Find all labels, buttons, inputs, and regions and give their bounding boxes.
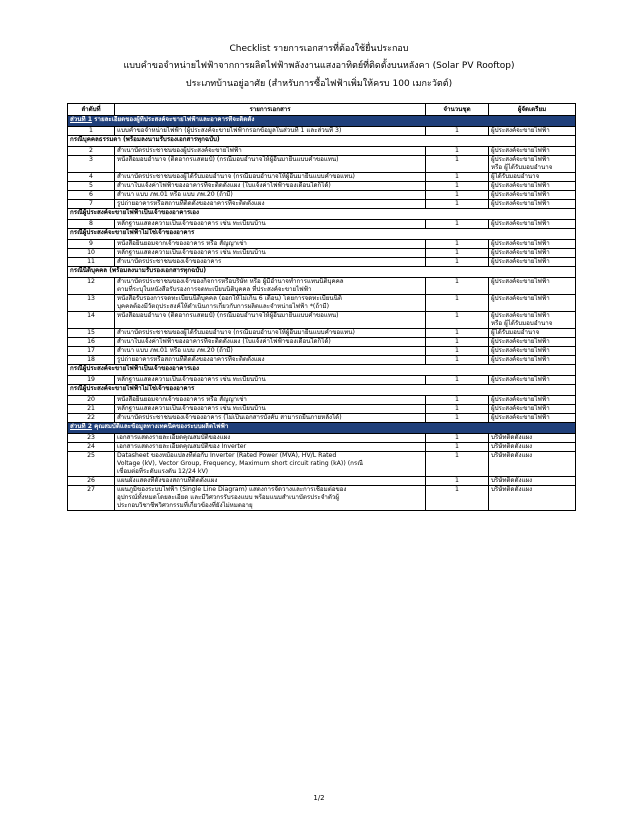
group-label: กรณีผู้ประสงค์จะขายไฟฟ้าไม่ใช่เจ้าของอาคาร: [68, 385, 576, 396]
preparer-text: บริษัทติดตั้งแผง: [491, 434, 533, 441]
preparer-text: บริษัทติดตั้งแผง: [491, 452, 533, 459]
item-text: หนังสือรับรองการจดทะเบียนนิติบุคคล (ออกให้ไม่เกิน 6 เดือน) โดยการจดทะเบียนนิติ: [117, 295, 342, 302]
preparer-text: ผู้ประสงค์จะขายไฟฟ้า: [491, 127, 550, 134]
copies-count: 1: [426, 452, 489, 477]
preparer-cell: [489, 147, 576, 156]
preparer-text: ผู้ประสงค์จะขายไฟฟ้า: [491, 191, 550, 198]
preparer-cell: [489, 182, 576, 191]
row-number: 17: [68, 347, 115, 356]
section-header-row: [68, 116, 576, 127]
preparer-text: ผู้ประสงค์จะขายไฟฟ้า: [491, 414, 550, 421]
preparer-text: ผู้ประสงค์จะขายไฟฟ้า: [491, 338, 550, 345]
section-label: รายละเอียดของผู้ที่ประสงค์จะขายไฟฟ้าและอาคารที่จะติดตั้ง: [92, 116, 255, 123]
section-number: ส่วนที่ 1: [70, 116, 93, 123]
row-number: 21: [68, 405, 115, 414]
item-cell: [115, 191, 426, 200]
copies-count: 1: [426, 156, 489, 173]
row-number: 9: [68, 240, 115, 249]
item-text: แผนผังแสดงที่ตั้งของสถานที่ติดตั้งแผง: [117, 477, 218, 484]
preparer-cell: [489, 396, 576, 405]
table-row: [68, 347, 576, 356]
preparer-text: ผู้ได้รับมอบอำนาจ: [491, 329, 540, 336]
copies-count: 1: [426, 376, 489, 385]
item-cell: [115, 396, 426, 405]
group-header-row: [68, 209, 576, 220]
item-cell: [115, 258, 426, 267]
item-cell: [115, 376, 426, 385]
preparer-cell: [489, 329, 576, 338]
row-number: 19: [68, 376, 115, 385]
preparer-text: ผู้ได้รับมอบอำนาจ: [491, 173, 540, 180]
copies-count: 1: [426, 347, 489, 356]
table-row: [68, 486, 576, 511]
group-header-row: [68, 385, 576, 396]
item-text: หลักฐานแสดงความเป็นเจ้าของอาคาร เช่น ทะเบียนบ้าน: [117, 249, 266, 256]
table-row: [68, 220, 576, 229]
item-text-line-2: บุคคลต้องมีวัตถุประสงค์ให้ดำเนินการเกี่ยวกับการผลิตและจำหน่ายไฟฟ้า *(ถ้ามี): [117, 303, 330, 310]
item-cell: [115, 295, 426, 312]
section-header-row: [68, 423, 576, 434]
copies-count: 1: [426, 312, 489, 329]
preparer-text: ผู้ประสงค์จะขายไฟฟ้า: [491, 147, 550, 154]
preparer-cell: [489, 477, 576, 486]
copies-count: 1: [426, 200, 489, 209]
table-row: [68, 156, 576, 173]
row-number: 11: [68, 258, 115, 267]
group-label: กรณีผู้ประสงค์จะขายไฟฟ้าเป็นเจ้าของอาคารเอง: [68, 365, 576, 376]
item-text: สำเนาบัตรประชาชนของผู้ได้รับมอบอำนาจ (กรณีมอบอำนาจให้ผู้อื่นมายื่นแบบคำขอแทน): [117, 173, 355, 180]
item-cell: [115, 249, 426, 258]
page-number: 1/2: [313, 794, 325, 802]
copies-count: 1: [426, 443, 489, 452]
item-text: สำเนาบัตรประชาชนของเจ้าของอาคาร: [117, 258, 222, 265]
header-preparer: ผู้จัดเตรียม: [489, 104, 576, 116]
preparer-text: ผู้ประสงค์จะขายไฟฟ้า: [491, 249, 550, 256]
row-number: 7: [68, 200, 115, 209]
table-row: [68, 295, 576, 312]
row-number: 27: [68, 486, 115, 511]
item-text: แผนภูมิของระบบไฟฟ้า (Single Line Diagram) แสดงการจัดวางและการเชื่อมต่อของ: [117, 486, 347, 493]
item-cell: [115, 147, 426, 156]
table-row: [68, 443, 576, 452]
item-cell: [115, 312, 426, 329]
preparer-cell: [489, 443, 576, 452]
copies-count: 1: [426, 147, 489, 156]
section-title: [68, 423, 576, 434]
item-text-line-3: เชื่อมต่อที่ระดับแรงดัน 12/24 kV): [117, 468, 209, 475]
table-row: [68, 127, 576, 136]
item-text: สำเนา แบบ ภพ.01 หรือ แบบ ภพ.20 (ถ้ามี): [117, 347, 233, 354]
item-cell: [115, 329, 426, 338]
group-header-row: [68, 267, 576, 278]
item-cell: [115, 434, 426, 443]
item-text-line-2: Voltage (kV), Vector Group, Frequency, Maximum short circuit rating (kA)) (กรณี: [117, 460, 363, 467]
preparer-text: ผู้ประสงค์จะขายไฟฟ้า: [491, 182, 550, 189]
row-number: 8: [68, 220, 115, 229]
preparer-cell: [489, 220, 576, 229]
preparer-text: ผู้ประสงค์จะขายไฟฟ้า: [491, 356, 550, 363]
item-text: สำเนาบัตรประชาชนของผู้ได้รับมอบอำนาจ (กรณีมอบอำนาจให้ผู้อื่นมายื่นแบบคำขอแทน): [117, 329, 355, 336]
item-text: แบบคำขอจำหน่ายไฟฟ้า (ผู้ประสงค์จะขายไฟฟ้ากรอกข้อมูลในส่วนที่ 1 และส่วนที่ 3): [117, 127, 342, 134]
table-row: [68, 452, 576, 477]
item-cell: [115, 156, 426, 173]
group-header-row: [68, 136, 576, 147]
table-row: [68, 278, 576, 295]
preparer-cell: [489, 295, 576, 312]
item-text: หลักฐานแสดงความเป็นเจ้าของอาคาร เช่น ทะเบียนบ้าน: [117, 405, 266, 412]
row-number: 2: [68, 147, 115, 156]
preparer-text: บริษัทติดตั้งแผง: [491, 443, 533, 450]
item-text-line-2: ตามที่ระบุในหนังสือรับรองการจดทะเบียนนิติบุคคล ที่ประสงค์จะขายไฟฟ้า: [117, 286, 312, 293]
table-row: [68, 249, 576, 258]
item-text: หนังสือมอบอำนาจ (ติดอากรแสตมป์) (กรณีมอบอำนาจให้ผู้อื่นมายื่นแบบคำขอแทน): [117, 156, 339, 163]
item-cell: [115, 182, 426, 191]
table-row: [68, 182, 576, 191]
copies-count: 1: [426, 173, 489, 182]
section-number: ส่วนที่ 2: [70, 423, 93, 430]
item-text: เอกสารแสดงรายละเอียดคุณสมบัติของ Inverter: [117, 443, 247, 450]
item-text: หลักฐานแสดงความเป็นเจ้าของอาคาร เช่น ทะเบียนบ้าน: [117, 220, 266, 227]
item-text: รูปถ่ายอาคารหรือสถานที่ติดตั้งของอาคารที่จะติดตั้งแผง: [117, 200, 265, 207]
preparer-text: บริษัทติดตั้งแผง: [491, 486, 533, 493]
copies-count: 1: [426, 240, 489, 249]
preparer-text: ผู้ประสงค์จะขายไฟฟ้า: [491, 240, 550, 247]
item-cell: [115, 356, 426, 365]
row-number: 1: [68, 127, 115, 136]
preparer-cell: [489, 434, 576, 443]
preparer-cell: [489, 191, 576, 200]
copies-count: 1: [426, 329, 489, 338]
preparer-text: ผู้ประสงค์จะขายไฟฟ้า: [491, 200, 550, 207]
preparer-cell: [489, 173, 576, 182]
preparer-text: ผู้ประสงค์จะขายไฟฟ้า: [491, 405, 550, 412]
preparer-text-line-2: หรือ ผู้ได้รับมอบอำนาจ: [491, 164, 553, 171]
group-label: กรณีบุคคลธรรมดา (พร้อมลงนามรับรองเอกสารทุกฉบับ): [68, 136, 576, 147]
row-number: 18: [68, 356, 115, 365]
preparer-cell: [489, 338, 576, 347]
item-cell: [115, 452, 426, 477]
copies-count: 1: [426, 249, 489, 258]
header-qty: จำนวนชุด: [426, 104, 489, 116]
preparer-text-line-2: หรือ ผู้ได้รับมอบอำนาจ: [491, 320, 553, 327]
section-label: คุณสมบัติและข้อมูลทางเทคนิคของระบบผลิตไฟฟ้า: [92, 423, 229, 430]
copies-count: 1: [426, 405, 489, 414]
item-text: หนังสือมอบอำนาจ (ติดอากรแสตมป์) (กรณีมอบอำนาจให้ผู้อื่นมายื่นแบบคำขอแทน): [117, 312, 339, 319]
copies-count: 1: [426, 278, 489, 295]
copies-count: 1: [426, 127, 489, 136]
item-text-line-3: ประกอบวิชาชีพวิศวกรรมที่เกี่ยวข้องที่ยังไม่หมดอายุ: [117, 502, 253, 509]
checklist-table: [67, 103, 576, 511]
table-row: [68, 477, 576, 486]
document-title: Checklist รายการเอกสารที่ต้องใช้ยื่นประกอบ: [229, 44, 409, 54]
item-text: สำเนาบัตรประชาชนของเจ้าของกิจการหรือบริษัท หรือ ผู้มีอำนาจทำการแทนนิติบุคคล: [117, 278, 344, 285]
preparer-text: บริษัทติดตั้งแผง: [491, 477, 533, 484]
preparer-cell: [489, 356, 576, 365]
row-number: 12: [68, 278, 115, 295]
item-cell: [115, 338, 426, 347]
table-body: [68, 116, 576, 511]
row-number: 10: [68, 249, 115, 258]
item-cell: [115, 414, 426, 423]
item-text: หนังสือยินยอมจากเจ้าของอาคาร หรือ สัญญาเช่า: [117, 240, 247, 247]
row-number: 14: [68, 312, 115, 329]
item-text: รูปถ่ายอาคารหรือสถานที่ติดตั้งของอาคารที่จะติดตั้งแผง: [117, 356, 265, 363]
copies-count: 1: [426, 338, 489, 347]
group-header-row: [68, 229, 576, 240]
preparer-cell: [489, 127, 576, 136]
preparer-cell: [489, 486, 576, 511]
preparer-cell: [489, 312, 576, 329]
item-cell: [115, 173, 426, 182]
row-number: 22: [68, 414, 115, 423]
item-cell: [115, 347, 426, 356]
row-number: 13: [68, 295, 115, 312]
preparer-cell: [489, 258, 576, 267]
copies-count: 1: [426, 258, 489, 267]
item-text: หนังสือยินยอมจากเจ้าของอาคาร หรือ สัญญาเช่า: [117, 396, 247, 403]
item-text: สำเนาบัตรประชาชนของผู้ประสงค์จะขายไฟฟ้า: [117, 147, 242, 154]
preparer-cell: [489, 249, 576, 258]
preparer-text: ผู้ประสงค์จะขายไฟฟ้า: [491, 376, 550, 383]
item-text: เอกสารแสดงรายละเอียดคุณสมบัติของแผง: [117, 434, 231, 441]
row-number: 4: [68, 173, 115, 182]
group-label: กรณีนิติบุคคล (พร้อมลงนามรับรองเอกสารทุกฉบับ): [68, 267, 576, 278]
item-text: สำเนาใบแจ้งค่าไฟฟ้าของอาคารที่จะติดตั้งแผง (ใบแจ้งค่าไฟฟ้าของเดือนใดก็ได้): [117, 338, 331, 345]
table-row: [68, 191, 576, 200]
item-text: สำเนา แบบ ภพ.01 หรือ แบบ ภพ.20 (ถ้ามี): [117, 191, 233, 198]
preparer-text: ผู้ประสงค์จะขายไฟฟ้า: [491, 347, 550, 354]
row-number: 6: [68, 191, 115, 200]
row-number: 16: [68, 338, 115, 347]
copies-count: 1: [426, 295, 489, 312]
row-number: 20: [68, 396, 115, 405]
item-cell: [115, 240, 426, 249]
copies-count: 1: [426, 396, 489, 405]
preparer-text: ผู้ประสงค์จะขายไฟฟ้า: [491, 220, 550, 227]
item-cell: [115, 486, 426, 511]
row-number: 26: [68, 477, 115, 486]
copies-count: 1: [426, 356, 489, 365]
document-subtitle: แบบคำขอจำหน่ายไฟฟ้าจากการผลิตไฟฟ้าพลังงานแสงอาทิตย์ที่ติดตั้งบนหลังคา (Solar PV Rooftop): [123, 61, 515, 71]
table-row: [68, 258, 576, 267]
table-row: [68, 147, 576, 156]
preparer-cell: [489, 347, 576, 356]
item-cell: [115, 405, 426, 414]
group-header-row: [68, 365, 576, 376]
preparer-cell: [489, 376, 576, 385]
copies-count: 1: [426, 182, 489, 191]
table-row: [68, 312, 576, 329]
row-number: 25: [68, 452, 115, 477]
preparer-text: ผู้ประสงค์จะขายไฟฟ้า: [491, 258, 550, 265]
row-number: 15: [68, 329, 115, 338]
copies-count: 1: [426, 486, 489, 511]
preparer-text: ผู้ประสงค์จะขายไฟฟ้า: [491, 278, 550, 285]
copies-count: 1: [426, 220, 489, 229]
copies-count: 1: [426, 191, 489, 200]
item-cell: [115, 200, 426, 209]
preparer-cell: [489, 405, 576, 414]
copies-count: 1: [426, 434, 489, 443]
header-item: รายการเอกสาร: [115, 104, 426, 116]
copies-count: 1: [426, 414, 489, 423]
table-header-row: [68, 104, 576, 116]
group-label: กรณีผู้ประสงค์จะขายไฟฟ้าไม่ใช่เจ้าของอาคาร: [68, 229, 576, 240]
table-row: [68, 396, 576, 405]
item-cell: [115, 127, 426, 136]
item-text: สำเนาใบแจ้งค่าไฟฟ้าของอาคารที่จะติดตั้งแผง (ใบแจ้งค่าไฟฟ้าของเดือนใดก็ได้): [117, 182, 331, 189]
row-number: 3: [68, 156, 115, 173]
table-row: [68, 405, 576, 414]
group-label: กรณีผู้ประสงค์จะขายไฟฟ้าเป็นเจ้าของอาคารเอง: [68, 209, 576, 220]
preparer-cell: [489, 414, 576, 423]
copies-count: 1: [426, 477, 489, 486]
row-number: 24: [68, 443, 115, 452]
table-row: [68, 173, 576, 182]
preparer-text: ผู้ประสงค์จะขายไฟฟ้า: [491, 156, 550, 163]
preparer-cell: [489, 200, 576, 209]
preparer-cell: [489, 240, 576, 249]
table-row: [68, 434, 576, 443]
preparer-text: ผู้ประสงค์จะขายไฟฟ้า: [491, 312, 550, 319]
item-cell: [115, 477, 426, 486]
item-text: สำเนาบัตรประชาชนของเจ้าของอาคาร (ไม่เป็นเอกสารบังคับ สามารถยื่นภายหลังได้): [117, 414, 342, 421]
preparer-cell: [489, 278, 576, 295]
table-row: [68, 376, 576, 385]
item-cell: [115, 443, 426, 452]
table-row: [68, 329, 576, 338]
table-row: [68, 356, 576, 365]
section-title: [68, 116, 576, 127]
document-subtitle-2: ประเภทบ้านอยู่อาศัย (สำหรับการซื้อไฟฟ้าเพิ่มให้ครบ 100 เมกะวัตต์): [185, 79, 453, 89]
row-number: 23: [68, 434, 115, 443]
item-cell: [115, 278, 426, 295]
preparer-text: ผู้ประสงค์จะขายไฟฟ้า: [491, 295, 550, 302]
preparer-cell: [489, 452, 576, 477]
table-row: [68, 200, 576, 209]
item-text-line-2: อุปกรณ์ทั้งหมดโดยละเอียด และมีวิศวกรรับรองแบบ พร้อมแนบสำเนาบัตรประจำตัวผู้: [117, 494, 339, 501]
table-row: [68, 338, 576, 347]
item-text: หลักฐานแสดงความเป็นเจ้าของอาคาร เช่น ทะเบียนบ้าน: [117, 376, 266, 383]
table-row: [68, 414, 576, 423]
row-number: 5: [68, 182, 115, 191]
item-text: Datasheet ของหม้อแปลงที่ต่อกับ Inverter (Rated Power (MVA), HV/L Rated: [117, 452, 337, 459]
item-cell: [115, 220, 426, 229]
table-row: [68, 240, 576, 249]
header-no: ลำดับที่: [68, 104, 115, 116]
preparer-text: ผู้ประสงค์จะขายไฟฟ้า: [491, 396, 550, 403]
preparer-cell: [489, 156, 576, 173]
